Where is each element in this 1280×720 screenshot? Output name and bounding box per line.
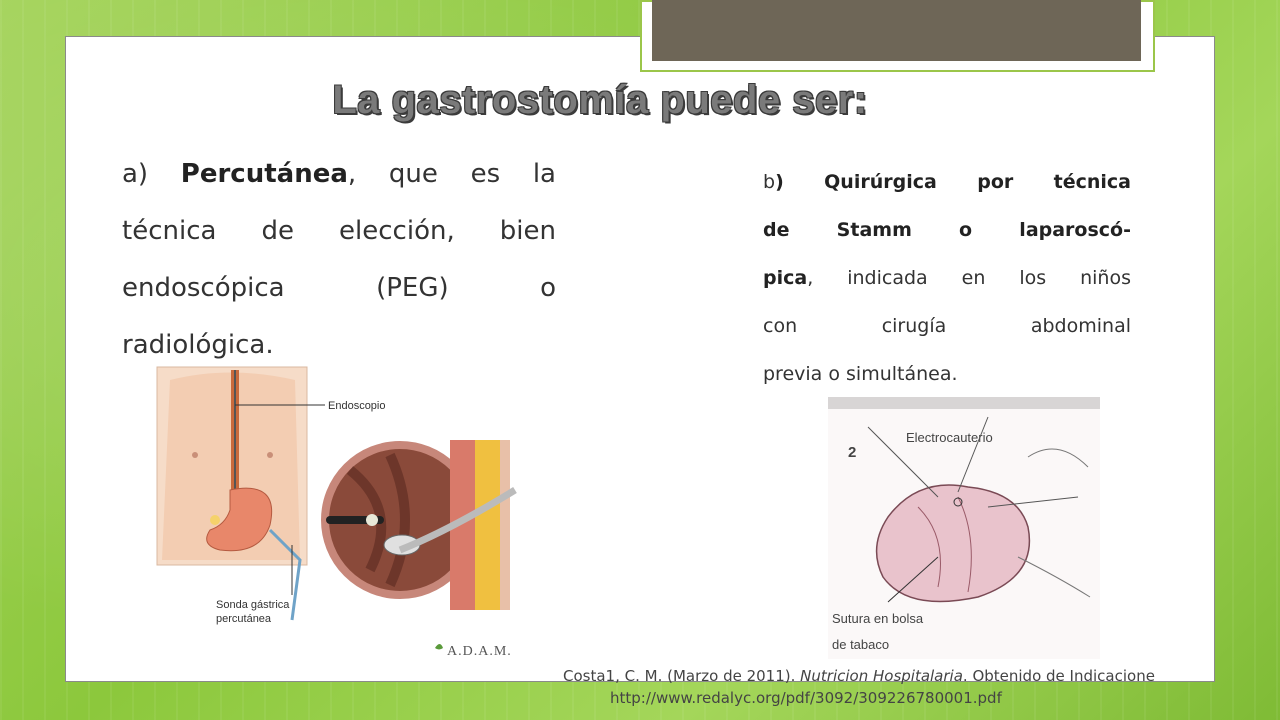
option-a-text [122,146,556,374]
panel-number: 2 [848,444,857,461]
option-b-text [763,158,1131,398]
label-tube-1: Sonda gástrica [216,599,290,611]
figure-b-topbar [828,397,1100,409]
citation-url[interactable]: http://www.redalyc.org/pdf/3092/309226780001.pdf [610,689,1002,707]
option-b-line3: , indicada en los niños [807,267,1131,289]
option-b-line3-term: pica [763,267,808,289]
citation-part2: . Obtenido de Indicacione [962,667,1155,685]
option-b-prefix: b [763,171,776,193]
citation-part1: Costa1, C. M. (Marzo de 2011). [563,667,801,685]
option-b-line1: ) Quirúrgica por técnica [775,171,1131,193]
abdominal-wall-skin [500,440,510,610]
option-a-prefix: a) [122,159,181,189]
option-a-line2: técnica de elección, bien [122,216,556,246]
adam-leaf-icon [435,644,443,650]
citation-journal: Nutricion Hospitalaria [800,667,963,685]
corner-decoration-fill [652,0,1141,61]
label-suture-2: de tabaco [832,637,890,652]
endoscope-light [366,514,378,526]
label-suture-1: Sutura en bolsa [832,611,924,626]
label-electrocautery: Electrocauterio [906,430,993,445]
citation [563,665,1155,709]
nipple-right [267,452,273,458]
option-a-line1: , que es la [347,159,556,189]
option-a-term: Percutánea [180,159,348,189]
peg-illustration [150,360,530,660]
adam-logo: A.D.A.M. [447,644,512,659]
option-a-line4: radiológica. [122,330,274,360]
option-b-line4: con cirugía abdominal [763,315,1131,337]
label-tube-2: percutánea [216,613,272,625]
nipple-left [192,452,198,458]
option-b-line5: previa o simultánea. [763,363,958,385]
option-a-line3: endoscópica (PEG) o [122,273,556,303]
option-b-line2: de Stamm o laparoscó- [763,219,1131,241]
abdominal-wall-fat [475,440,500,610]
slide-title: La gastrostomía puede ser: [332,78,868,122]
tube-bumper [210,515,220,525]
surgical-illustration [828,397,1100,659]
label-endoscope: Endoscopio [328,400,386,412]
